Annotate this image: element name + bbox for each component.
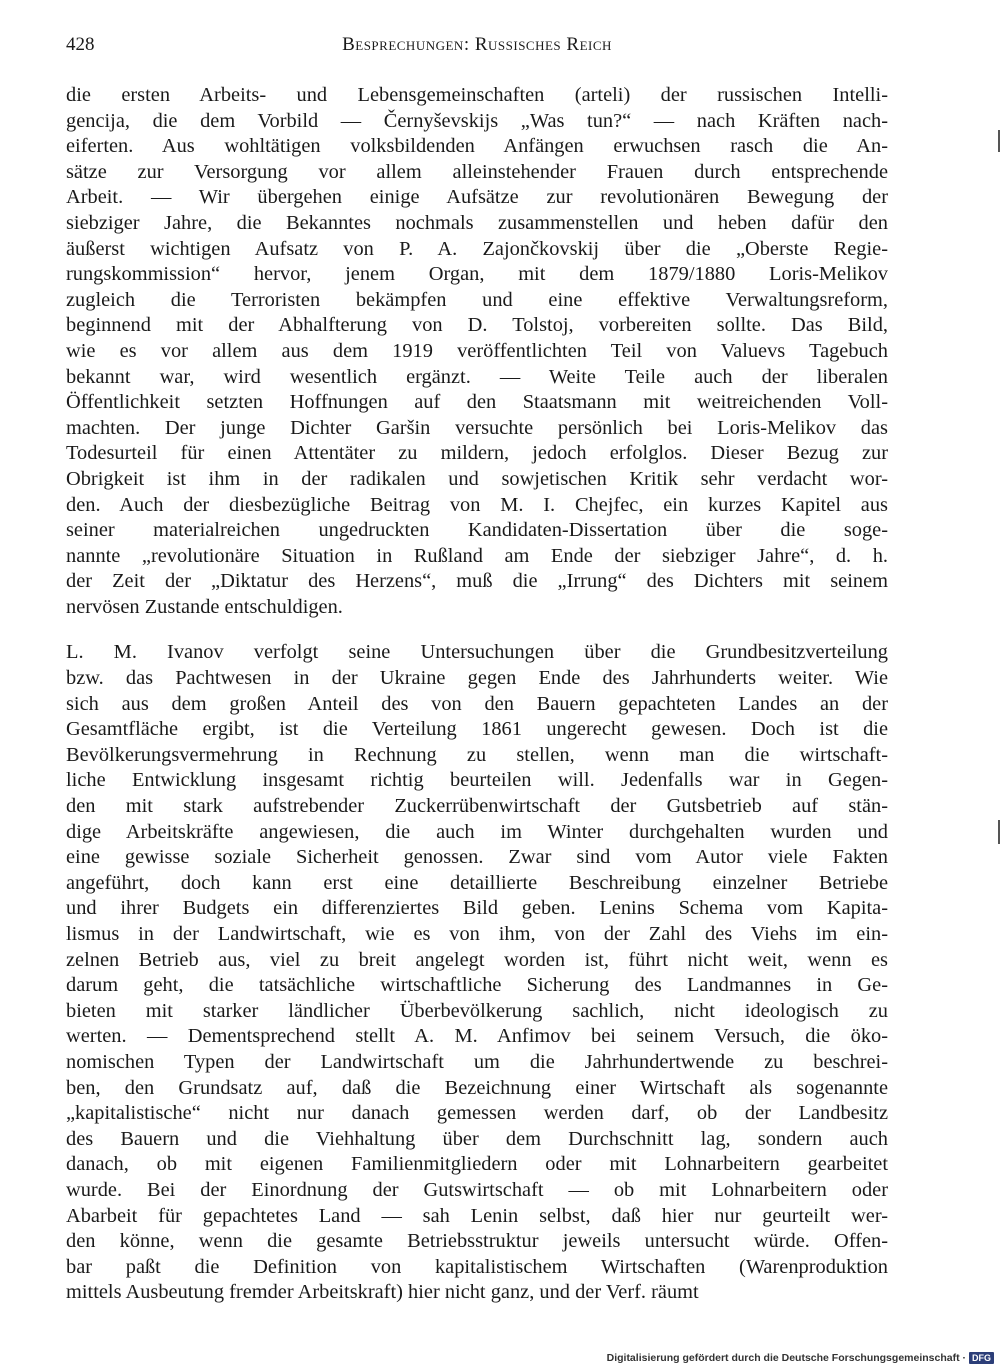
text-line: danach, ob mit eigenen Familienmitgliedern oder mit Lohnarbeitern gearbeitet <box>66 1153 888 1176</box>
paragraph <box>66 640 888 1305</box>
text-line: Gesamtfläche ergibt, ist die Verteilung 1861 ungerecht gewesen. Doch ist die <box>66 718 888 741</box>
paragraph-gap <box>66 620 888 640</box>
text-line: eiferten. Aus wohltätigen volksbildenden Anfängen erwuchsen rasch die An- <box>66 135 888 158</box>
text-line: machten. Der junge Dichter Garšin versuchte persönlich bei Loris-Melikov das <box>66 416 888 439</box>
paragraph <box>66 83 888 620</box>
text-line: Arbeit. — Wir übergehen einige Aufsätze zur revolutionären Bewegung der <box>66 186 888 209</box>
text-line: ben, den Grundsatz auf, daß die Bezeichnung einer Wirtschaft als sogenannte <box>66 1076 888 1099</box>
text-line: bekannt war, wird wesentlich ergänzt. — Weite Teile auch der liberalen <box>66 365 888 388</box>
text-line: rungskommission“ hervor, jenem Organ, mit dem 1879/1880 Loris-Melikov <box>66 263 888 286</box>
text-line: zelnen Betrieb aus, viel zu breit angelegt worden ist, führt nicht weit, wenn es <box>66 948 888 971</box>
text-line: nervösen Zustande entschuldigen. <box>66 595 343 618</box>
text-line: lismus in der Landwirtschaft, wie es von ihm, von der Zahl des Viehs im ein- <box>66 923 888 945</box>
text-line: angeführt, doch kann erst eine detaillierte Beschreibung einzelner Betriebe <box>66 871 888 894</box>
text-line: beginnend mit der Abhalfterung von D. Tolstoj, vorbereiten sollte. Das Bild, <box>66 314 888 337</box>
text-line: Öffentlichkeit setzten Hoffnungen auf den Staatsmann mit weitreichenden Voll- <box>66 391 888 414</box>
text-line: Abarbeit für gepachtetes Land — sah Lenin selbst, daß hier nur geurteilt wer- <box>66 1204 888 1227</box>
text-line: siebziger Jahre, die Bekanntes nochmals zusammenstellen und heben dafür den <box>66 211 888 234</box>
text-line: bar paßt die Definition von kapitalistischem Wirtschaften (Warenproduktion <box>66 1255 888 1278</box>
text-line: darum geht, die tatsächliche wirtschaftliche Sicherung des Landmannes in Ge- <box>66 974 888 997</box>
text-line: den. Auch der diesbezügliche Beitrag von M. I. Chejfec, ein kurzes Kapitel aus <box>66 493 888 516</box>
text-line: bzw. das Pachtwesen in der Ukraine gegen Ende des Jahrhunderts weiter. Wie <box>66 667 888 690</box>
text-line: werten. — Dementsprechend stellt A. M. Anfimov bei seinem Versuch, die öko- <box>66 1025 888 1048</box>
text-line: nomischen Typen der Landwirtschaft um die Jahrhundertwende zu beschrei- <box>66 1050 888 1073</box>
text-line: L. M. Ivanov verfolgt seine Untersuchungen über die Grundbesitzverteilung <box>66 641 888 664</box>
page-header <box>66 34 888 62</box>
text-line: des Bauern und die Viehhaltung über dem Durchschnitt lag, sondern auch <box>66 1127 888 1150</box>
text-line: „kapitalistische“ nicht nur danach gemessen werden darf, ob der Landbesitz <box>66 1102 888 1125</box>
text-line: bieten mit starker ländlicher Überbevölkerung sachlich, nicht ideologisch zu <box>66 999 888 1022</box>
text-line: nannte „revolutionäre Situation in Rußland am Ende der siebziger Jahre“, d. h. <box>66 544 888 567</box>
text-line: Bevölkerungsvermehrung in Rechnung zu stellen, wenn man die wirtschaft- <box>66 743 888 766</box>
text-line: die ersten Arbeits- und Lebensgemeinschaften (arteli) der russischen Intelli- <box>66 84 888 106</box>
text-line: mittels Ausbeutung fremder Arbeitskraft) hier nicht ganz, und der Verf. räumt <box>66 1281 699 1304</box>
body-text <box>66 83 888 1306</box>
credit-text: Digitalisierung gefördert durch die Deutsche Forschungsgemeinschaft · <box>606 1352 966 1364</box>
text-line: und ihrer Budgets ein differenziertes Bild geben. Lenins Schema vom Kapita- <box>66 897 888 920</box>
text-line: eine gewisse soziale Sicherheit genossen. Zwar sind vom Autor viele Fakten <box>66 846 888 869</box>
text-line: den mit stark aufstrebender Zuckerrübenwirtschaft der Gutsbetrieb auf stän- <box>66 795 888 818</box>
text-line: sich aus dem großen Anteil des von den Bauern gepachteten Landes an der <box>66 692 888 715</box>
text-line: dige Arbeitskräfte angewiesen, die auch im Winter durchgehalten wurden und <box>66 820 888 843</box>
text-line: der Zeit der „Diktatur des Herzens“, muß die „Irrung“ des Dichters mit seinem <box>66 570 888 593</box>
text-line: liche Entwicklung insgesamt richtig beurteilen will. Jedenfalls war in Gegen- <box>66 769 888 792</box>
digitization-credit <box>607 1352 994 1364</box>
text-line: Todesurteil für einen Attentäter zu mildern, jedoch erfolglos. Dieser Bezug zur <box>66 442 888 465</box>
text-line: sätze zur Versorgung vor allem alleinstehender Frauen durch entsprechende <box>66 160 888 183</box>
page-number: 428 <box>66 34 95 55</box>
text-line: Obrigkeit ist ihm in der radikalen und sowjetischen Kritik sehr verdacht wor- <box>66 467 888 490</box>
text-line: wie es vor allem aus dem 1919 veröffentlichten Teil von Valuevs Tagebuch <box>66 339 888 362</box>
text-line: den könne, wenn die gesamte Betriebsstruktur jeweils untersucht würde. Offen- <box>66 1230 888 1253</box>
text-line: gencija, die dem Vorbild — Černyševskijs „Was tun?“ — nach Kräften nach- <box>66 109 888 132</box>
running-head: Besprechungen: Russisches Reich <box>342 34 612 55</box>
dfg-logo: DFG <box>969 1352 994 1364</box>
text-line: wurde. Bei der Einordnung der Gutswirtschaft — ob mit Lohnarbeitern oder <box>66 1178 888 1201</box>
text-line: seiner materialreichen ungedruckten Kandidaten-Dissertation über die soge- <box>66 519 888 542</box>
text-line: äußerst wichtigen Aufsatz von P. A. Zajončkovskij über die „Oberste Regie- <box>66 237 888 260</box>
text-line: zugleich die Terroristen bekämpfen und eine effektive Verwaltungsreform, <box>66 288 888 311</box>
